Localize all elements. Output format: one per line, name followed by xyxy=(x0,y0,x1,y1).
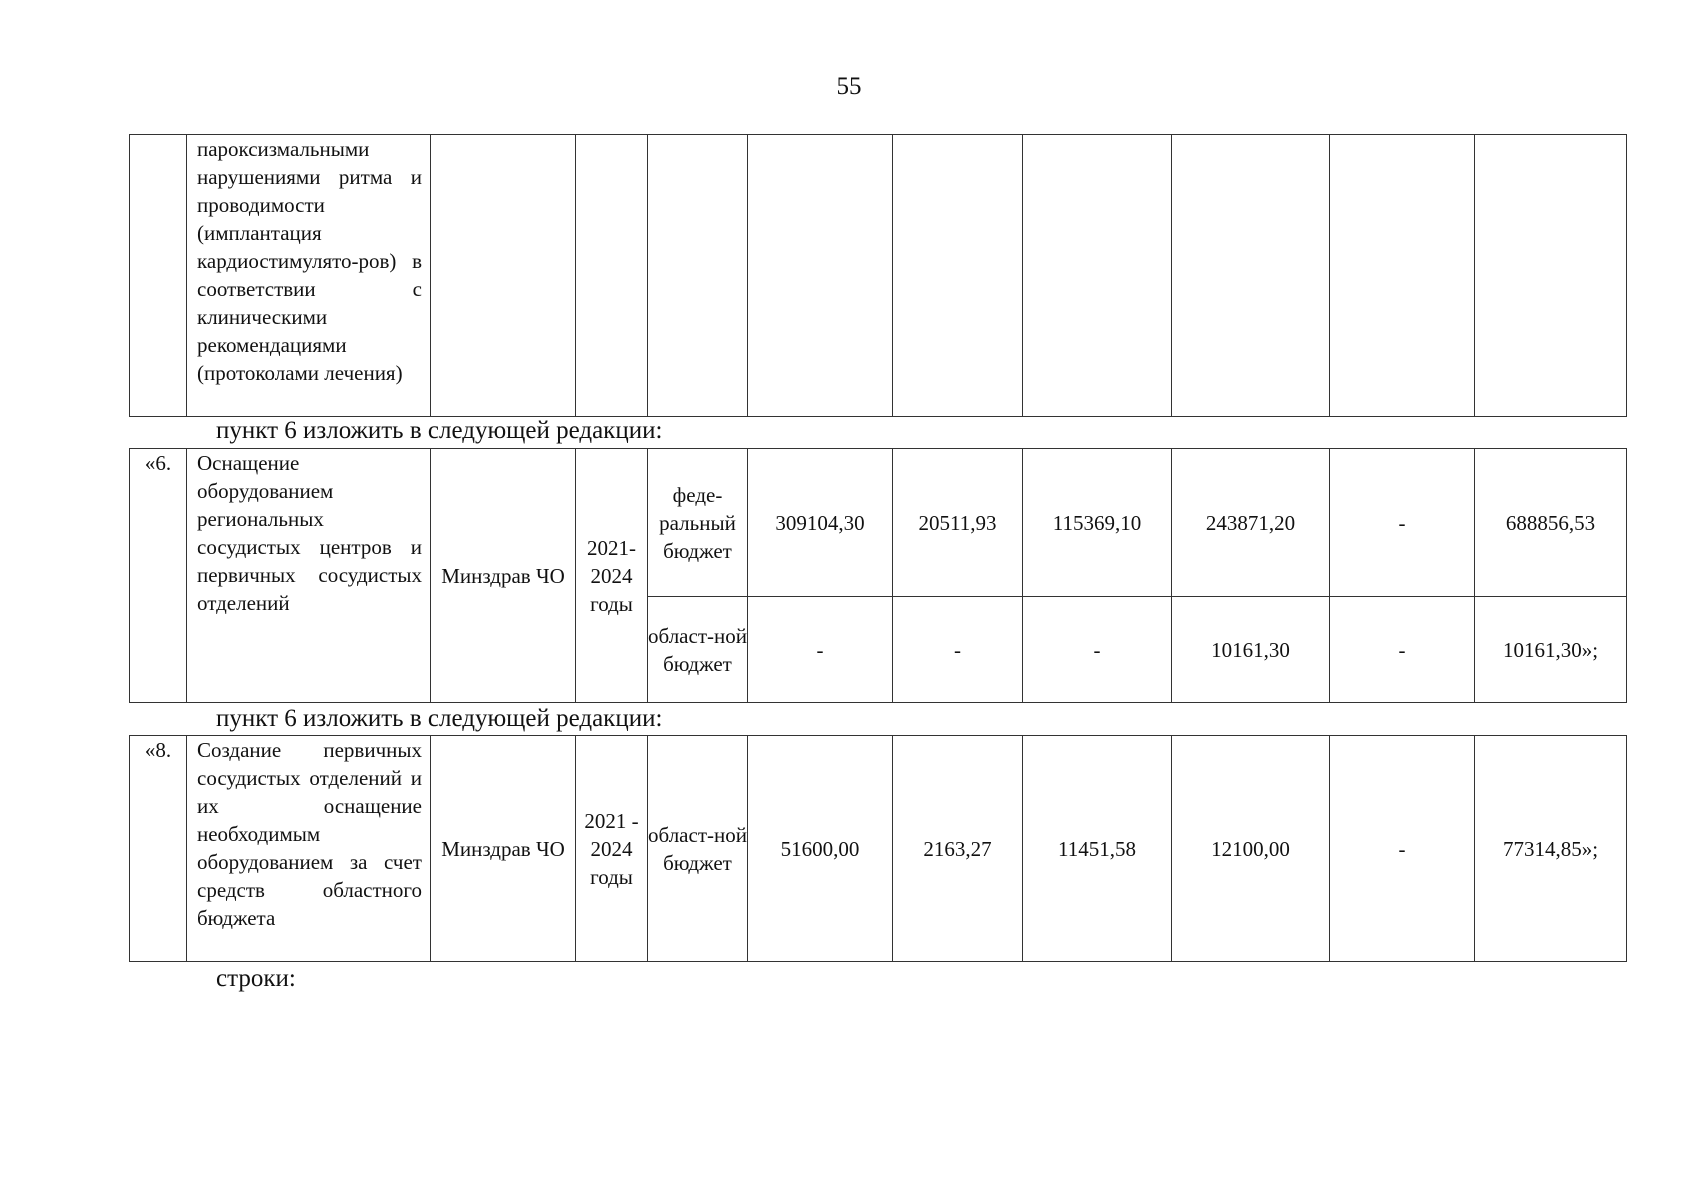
cell-value-2024: 10161,30 xyxy=(1172,597,1330,703)
cell-total: 688856,53 xyxy=(1475,449,1627,597)
table-row xyxy=(130,135,1627,417)
cell-value-2021: 309104,30 xyxy=(748,449,893,597)
cell-period xyxy=(576,135,648,417)
cell-value-2025: - xyxy=(1330,449,1475,597)
cell-source: област-ной бюджет xyxy=(648,736,748,962)
cell-value-2021: - xyxy=(748,597,893,703)
edit-note-2: пункт 6 изложить в следующей редакции: xyxy=(216,705,663,732)
cell-period: 2021 - 2024 годы xyxy=(576,736,648,962)
cell-source xyxy=(648,135,748,417)
cell-value xyxy=(1330,135,1475,417)
cell-value-2022: 2163,27 xyxy=(893,736,1023,962)
cell-value-2024: 243871,20 xyxy=(1172,449,1330,597)
cell-description: Оснащение оборудованием региональных сосудистых центров и первичных сосудистых отделений xyxy=(187,449,431,703)
cell-value-2023: 115369,10 xyxy=(1023,449,1172,597)
cell-description: пароксизмальными нарушениями ритма и проводимости (имплантация кардиостимулято-ров) в соответствии с клиническими рекомендациями (протоколами лечения) xyxy=(187,135,431,417)
cell-value-2021: 51600,00 xyxy=(748,736,893,962)
cell-total xyxy=(1475,135,1627,417)
cell-value-2023: - xyxy=(1023,597,1172,703)
page-number: 55 xyxy=(836,73,862,100)
cell-num: «8. xyxy=(130,736,187,962)
cell-value xyxy=(1023,135,1172,417)
cell-value-2024: 12100,00 xyxy=(1172,736,1330,962)
cell-value-2022: 20511,93 xyxy=(893,449,1023,597)
table-row xyxy=(130,736,1627,962)
table-continuation xyxy=(129,134,1627,417)
cell-value xyxy=(1172,135,1330,417)
cell-value xyxy=(748,135,893,417)
cell-executor: Минздрав ЧО xyxy=(431,449,576,703)
cell-num xyxy=(130,135,187,417)
cell-period: 2021-2024 годы xyxy=(576,449,648,703)
cell-executor: Минздрав ЧО xyxy=(431,736,576,962)
table-item-6 xyxy=(129,448,1627,703)
cell-value-2025: - xyxy=(1330,597,1475,703)
cell-value-2025: - xyxy=(1330,736,1475,962)
cell-value-2023: 11451,58 xyxy=(1023,736,1172,962)
edit-note-3: строки: xyxy=(216,965,296,992)
cell-total: 77314,85»; xyxy=(1475,736,1627,962)
cell-source: област-ной бюджет xyxy=(648,597,748,703)
table-row xyxy=(130,449,1627,597)
cell-value-2022: - xyxy=(893,597,1023,703)
cell-num: «6. xyxy=(130,449,187,703)
table-item-8 xyxy=(129,735,1627,962)
cell-source: феде-ральный бюджет xyxy=(648,449,748,597)
cell-description: Создание первичных сосудистых отделений и их оснащение необходимым оборудованием за счет средств областного бюджета xyxy=(187,736,431,962)
cell-total: 10161,30»; xyxy=(1475,597,1627,703)
cell-executor xyxy=(431,135,576,417)
cell-value xyxy=(893,135,1023,417)
edit-note-1: пункт 6 изложить в следующей редакции: xyxy=(216,417,663,444)
